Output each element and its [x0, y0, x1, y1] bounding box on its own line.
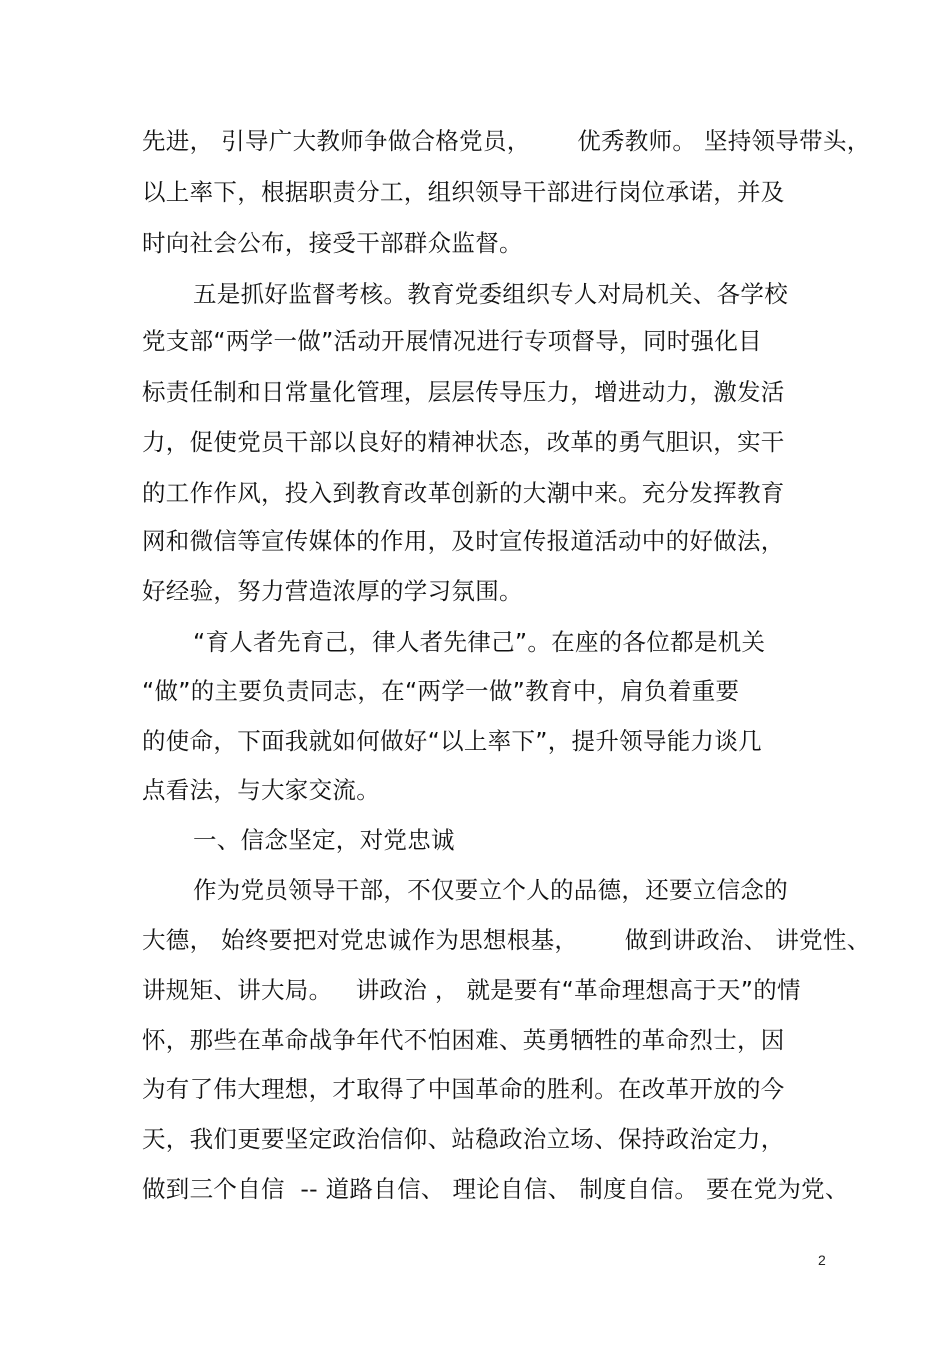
text-line: 时向社会公布，接受干部群众监督。 [142, 229, 523, 257]
paragraph-start-line: 五是抓好监督考核。教育党委组织专人对局机关、各学校 [193, 280, 788, 308]
text-line: “做”的主要负责同志，在“两学一做”教育中，肩负着重要 [142, 677, 740, 705]
text-line: 标责任制和日常量化管理，层层传导压力，增进动力，激发活 [142, 378, 785, 406]
page-number: 2 [818, 1252, 826, 1268]
text-line: 力，促使党员干部以良好的精神状态，改革的勇气胆识，实干 [142, 428, 785, 456]
text-line: 的使命，下面我就如何做好“以上率下”，提升领导能力谈几 [142, 727, 762, 755]
text-line: 网和微信等宣传媒体的作用，及时宣传报道活动中的好做法， [142, 527, 785, 555]
text-line: 天，我们更要坚定政治信仰、站稳政治立场、保持政治定力， [142, 1125, 785, 1153]
text-line: 好经验，努力营造浓厚的学习氛围。 [142, 577, 523, 605]
text-line: 点看法，与大家交流。 [142, 776, 380, 804]
text-line: 大德， 始终要把对党忠诚作为思想根基， 做到讲政治、 讲党性、 [142, 926, 871, 954]
text-line: 讲规矩、讲大局。 讲政治 ， 就是要有“革命理想高于天”的情 [142, 976, 801, 1004]
text-line: 怀，那些在革命战争年代不怕困难、英勇牺牲的革命烈士，因 [142, 1026, 785, 1054]
paragraph-start-line: “育人者先育己，律人者先律己”。在座的各位都是机关 [193, 628, 766, 656]
text-line: 做到三个自信 -- 道路自信、 理论自信、 制度自信。 要在党为党、 [142, 1175, 849, 1203]
text-line: 以上率下，根据职责分工，组织领导干部进行岗位承诺，并及 [142, 178, 785, 206]
text-line: 先进， 引导广大教师争做合格党员， 优秀教师。 坚持领导带头， [142, 127, 871, 155]
text-line: 党支部“两学一做”活动开展情况进行专项督导，同时强化目 [142, 327, 762, 355]
paragraph-start-line: 作为党员领导干部，不仅要立个人的品德，还要立信念的 [193, 876, 788, 904]
text-line: 的工作作风，投入到教育改革创新的大潮中来。充分发挥教育 [142, 479, 785, 507]
section-heading: 一、信念坚定，对党忠诚 [193, 826, 455, 854]
text-line: 为有了伟大理想，才取得了中国革命的胜利。在改革开放的今 [142, 1075, 785, 1103]
